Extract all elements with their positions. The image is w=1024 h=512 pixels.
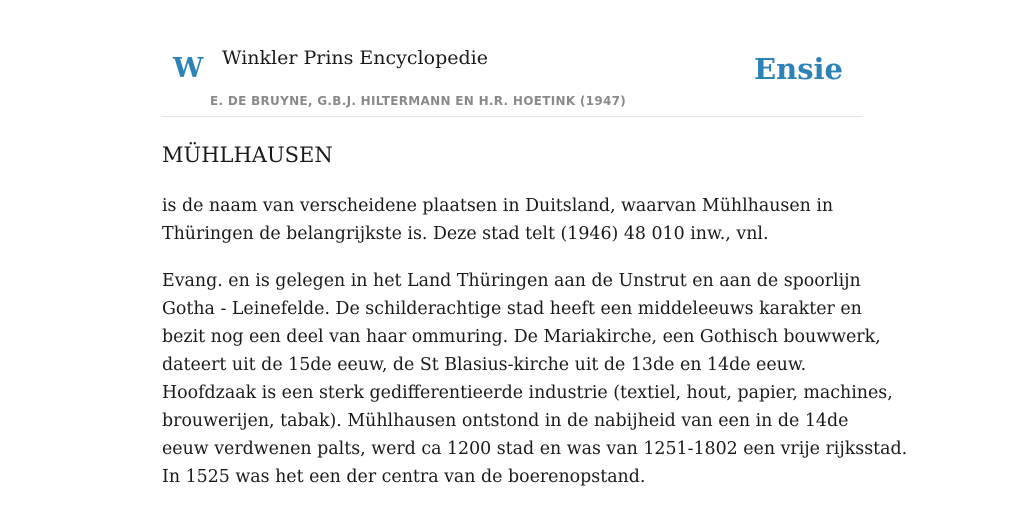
paragraph-line: dateert uit de 15de eeuw, de St Blasius-kirche uit de 13de en 14de eeuw. [162, 355, 807, 375]
site-header [162, 0, 862, 117]
paragraph-line: Evang. en is gelegen in het Land Thüringen aan de Unstrut en aan de spoorlijn [162, 271, 861, 291]
authors-credit: E. DE BRUYNE, G.B.J. HILTERMANN EN H.R. HOETINK (1947) [210, 94, 627, 108]
entry-paragraph-1 [162, 192, 862, 248]
paragraph-line: Gotha - Leinefelde. De schilderachtige stad heeft een middeleeuws karakter en [162, 299, 862, 319]
winkler-prins-logo[interactable]: W [173, 53, 204, 84]
entry-paragraph-2 [162, 267, 908, 491]
paragraph-line: Thüringen de belangrijkste is. Deze stad telt (1946) 48 010 inw., vnl. [162, 224, 769, 244]
ensie-logo[interactable]: Ensie [754, 52, 843, 86]
paragraph-line: brouwerijen, tabak). Mühlhausen ontstond in de nabijheid van een in de 14de [162, 411, 849, 431]
paragraph-line: Hoofdzaak is een sterk gedifferentieerde industrie (textiel, hout, papier, machines, [162, 383, 893, 403]
paragraph-line: is de naam van verscheidene plaatsen in Duitsland, waarvan Mühlhausen in [162, 196, 834, 216]
publication-title[interactable]: Winkler Prins Encyclopedie [222, 47, 488, 69]
paragraph-line: eeuw verdwenen palts, werd ca 1200 stad en was van 1251-1802 een vrije rijksstad. [162, 439, 908, 459]
entry-title: MÜHLHAUSEN [162, 143, 333, 167]
paragraph-line: In 1525 was het een der centra van de boerenopstand. [162, 467, 646, 487]
paragraph-line: bezit nog een deel van haar ommuring. De Mariakirche, een Gothisch bouwwerk, [162, 327, 881, 347]
